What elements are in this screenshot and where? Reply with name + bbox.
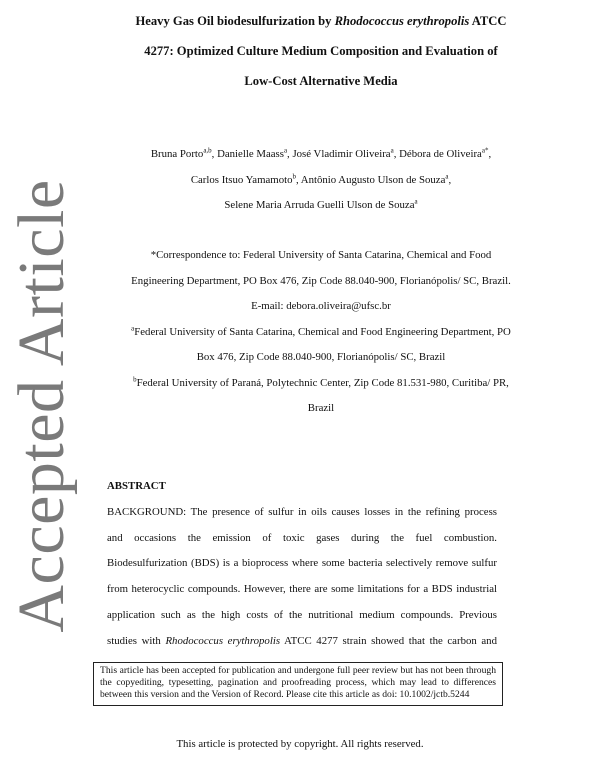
author-line-3 bbox=[100, 193, 542, 219]
affiliation-mark: a* bbox=[481, 146, 489, 155]
affiliation-text: Federal University of Paraná, Polytechnic Center, Zip Code 81.531-980, Curitiba/ PR, bbox=[136, 376, 509, 389]
copyright-footer: This article is protected by copyright. All rights reserved. bbox=[176, 738, 424, 750]
author-name: Bruna Porto bbox=[150, 148, 204, 160]
abstract-line bbox=[107, 500, 497, 526]
abstract-line bbox=[107, 577, 497, 603]
author-list bbox=[100, 142, 542, 219]
author-name: Selene Maria Arruda Guelli Ulson de Souza bbox=[224, 199, 415, 211]
author-line-2 bbox=[100, 168, 542, 194]
accepted-article-notice: This article has been accepted for publication and undergone full peer review but has not been through the copyediting, typesetting, pagination and proofreading process, which may lead to differences between this version and the Version of Record. Please cite this article as doi: 10.1002/jctb.5244 bbox=[93, 662, 503, 706]
correspondence-email: E-mail: debora.oliveira@ufsc.br bbox=[251, 300, 391, 312]
affiliation-mark: a bbox=[283, 146, 288, 155]
abstract-section bbox=[107, 474, 497, 655]
affiliation-a-line-1 bbox=[100, 320, 542, 346]
title-line-3: Low-Cost Alternative Media bbox=[244, 74, 398, 88]
affiliation-mark: a,b bbox=[203, 146, 212, 155]
author-name: , Antônio Augusto Ulson de Souza bbox=[296, 173, 446, 186]
title-line-1 bbox=[100, 6, 542, 36]
author-name: Carlos Itsuo Yamamoto bbox=[190, 173, 293, 186]
author-line-1 bbox=[100, 142, 542, 168]
author-name: , Débora de Oliveira bbox=[393, 148, 482, 160]
affiliation-a-line-2: Box 476, Zip Code 88.040-900, Florianópolis/ SC, Brazil bbox=[196, 351, 446, 363]
affiliation-mark: a bbox=[131, 323, 135, 332]
abstract-heading: ABSTRACT bbox=[107, 480, 166, 492]
abstract-text: and occasions the emission of toxic gases during the fuel combustion. bbox=[107, 531, 497, 544]
title-text: Heavy Gas Oil biodesulfurization by bbox=[135, 14, 335, 28]
affiliation-mark: a bbox=[390, 146, 394, 155]
affiliation-mark: b bbox=[133, 374, 137, 383]
affiliation-text: Federal University of Santa Catarina, Chemical and Food Engineering Department, PO bbox=[134, 325, 511, 338]
author-name: , Danielle Maass bbox=[211, 148, 284, 160]
abstract-text: application such as the high costs of the nutritional medium compounds. Previous bbox=[107, 608, 497, 621]
title-species: Rhodococcus erythropolis bbox=[334, 14, 470, 28]
abstract-text: studies with bbox=[107, 634, 166, 647]
affiliation-block bbox=[100, 243, 542, 422]
abstract-line bbox=[107, 526, 497, 552]
author-separator: , bbox=[488, 148, 492, 160]
author-name: , José Vladimir Oliveira bbox=[287, 148, 391, 160]
abstract-text bbox=[107, 635, 497, 647]
author-separator: , bbox=[448, 173, 452, 186]
abstract-line bbox=[107, 551, 497, 577]
abstract-text: ATCC 4277 strain showed that the carbon and bbox=[280, 634, 497, 647]
affiliation-b-line-1 bbox=[100, 371, 542, 397]
affiliation-mark: a bbox=[445, 171, 449, 180]
paper-title bbox=[100, 6, 542, 96]
affiliation-mark: b bbox=[292, 171, 296, 180]
accepted-article-watermark: Accepted Article bbox=[5, 179, 78, 633]
correspondence-line-2: Engineering Department, PO Box 476, Zip Code 88.040-900, Florianópolis/ SC, Brazil. bbox=[131, 274, 511, 287]
correspondence-line-1: *Correspondence to: Federal University of Santa Catarina, Chemical and Food bbox=[150, 249, 492, 261]
affiliation-b-line-2: Brazil bbox=[307, 402, 335, 414]
title-line-2: 4277: Optimized Culture Medium Composition and Evaluation of bbox=[144, 44, 498, 58]
abstract-line bbox=[107, 629, 497, 655]
abstract-text: BACKGROUND: The presence of sulfur in oils causes losses in the refining process bbox=[107, 505, 497, 518]
abstract-species: Rhodococcus erythropolis bbox=[165, 634, 281, 647]
abstract-line bbox=[107, 603, 497, 629]
abstract-text: from heterocyclic compounds. However, there are some limitations for a BDS industrial bbox=[107, 583, 497, 596]
abstract-text: Biodesulfurization (BDS) is a bioprocess where some bacteria selectively remove sulfur bbox=[107, 557, 497, 570]
affiliation-mark: a bbox=[414, 197, 418, 206]
title-text: ATCC bbox=[469, 14, 507, 28]
